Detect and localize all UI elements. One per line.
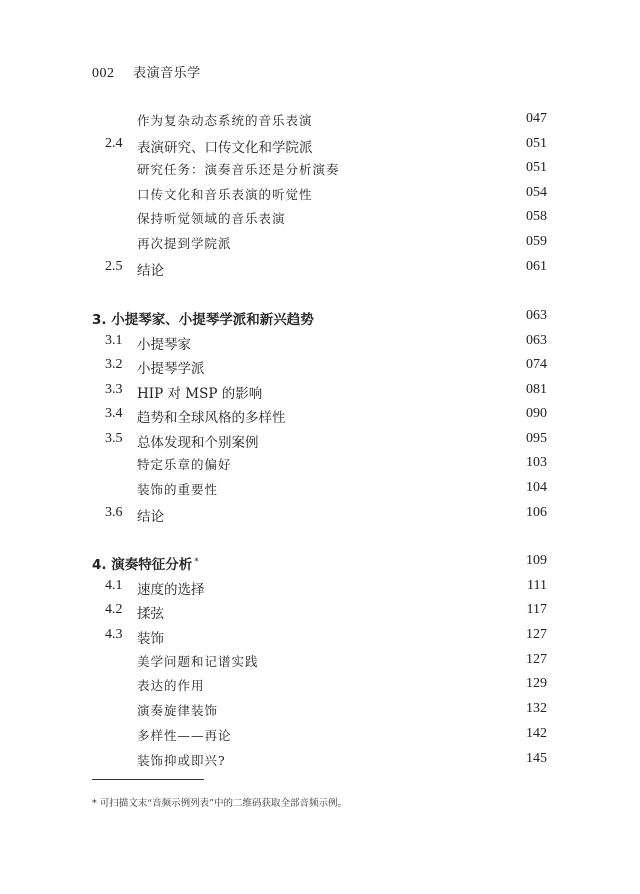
entry-title [137,234,232,252]
page-ref: 111 [527,578,547,593]
page-ref: 047 [526,111,547,126]
toc-entry [0,160,640,182]
toc-entry [0,209,640,231]
entry-title [137,259,164,279]
entry-title [137,357,205,377]
page-ref: 051 [526,160,547,175]
entry-title [137,431,259,451]
entry-title-text: 口传文化和音乐表演的听觉性 [137,187,313,202]
entry-title [137,209,286,227]
page-ref: 127 [526,652,547,667]
entry-title-text: 小提琴学派 [137,361,205,377]
entry-title [137,480,218,498]
page-ref: 142 [526,726,547,741]
page-ref: 090 [526,406,547,421]
page-ref: 109 [526,553,547,568]
toc-entry [0,357,640,379]
toc-entry [0,652,640,674]
page-ref: 063 [526,308,547,323]
entry-title [137,505,164,525]
page-ref: 063 [526,333,547,348]
toc-entry [0,406,640,428]
toc-entry [0,136,640,158]
toc-entry [0,602,640,624]
page-ref: 129 [526,676,547,691]
toc-entry [0,382,640,404]
entry-title [137,726,232,744]
entry-title [137,406,286,426]
page-ref: 117 [526,602,547,617]
section-number: 2.5 [105,259,123,274]
toc-entry [0,726,640,748]
toc-entry [0,701,640,723]
entry-title [137,602,164,622]
entry-title [137,627,164,647]
toc-entry [0,751,640,773]
toc-entry [0,676,640,698]
page-ref: 081 [526,382,547,397]
toc-entry [0,431,640,453]
entry-title [137,160,340,178]
toc-entry [0,480,640,502]
entry-title [137,578,205,598]
section-number: 3.2 [105,357,123,372]
entry-title-text: 揉弦 [137,606,164,622]
entry-title [137,185,313,203]
entry-title [137,652,259,670]
entry-title-text: 趋势和全球风格的多样性 [137,410,286,426]
toc-entry [0,185,640,207]
entry-title-text: 研究任务：演奏音乐还是分析演奏 [137,162,340,177]
page-ref: 074 [526,357,547,372]
entry-title [137,333,191,353]
entry-title [137,751,226,769]
page-ref: 103 [526,455,547,470]
entry-title-text: 表达的作用 [137,678,205,693]
page-ref: 145 [526,751,547,766]
entry-title [137,382,262,402]
entry-title-text: 表演研究、口传文化和学院派 [137,140,313,156]
page-ref: 058 [526,209,547,224]
entry-title-text: 作为复杂动态系统的音乐表演 [137,113,313,128]
page-ref: 132 [526,701,547,716]
footnote-marker: * [194,556,199,567]
section-number: 3.6 [105,505,123,520]
section-number: 3.1 [105,333,123,348]
entry-title-text: 装饰的重要性 [137,482,219,497]
entry-title-text: 再次提到学院派 [137,236,232,251]
section-number: 4.3 [105,627,123,642]
page-ref: 051 [526,136,547,151]
entry-title-text: 美学问题和记谱实践 [137,654,259,669]
entry-title [137,676,205,694]
entry-title-text: 4. 演奏特征分析 [92,557,193,573]
toc-entry [0,333,640,355]
entry-title-text: 保持听觉领域的音乐表演 [137,211,286,226]
entry-title-text: 特定乐章的偏好 [137,457,232,472]
toc-entry [0,553,640,575]
section-number: 4.1 [105,578,123,593]
toc-entry [0,627,640,649]
entry-title-text: 总体发现和个别案例 [137,435,259,451]
entry-title-text: 装饰抑或即兴? [137,753,226,768]
entry-title [92,553,199,573]
toc-entry [0,578,640,600]
entry-title-text: 演奏旋律装饰 [137,703,219,718]
page-ref: 054 [526,185,547,200]
section-number: 3.5 [105,431,123,446]
page-ref: 095 [526,431,547,446]
footnote: * 可扫描文末“音频示例列表”中的二维码获取全部音频示例。 [92,798,347,809]
entry-title [137,136,313,156]
entry-title-text: 装饰 [137,631,164,647]
page-ref: 061 [526,259,547,274]
entry-title-text: HIP 对 MSP 的影响 [137,386,263,402]
toc-entry [0,234,640,256]
page-ref: 059 [526,234,547,249]
section-number: 3.3 [105,382,123,397]
entry-title-text: 多样性——再论 [137,728,232,743]
running-header [92,62,201,82]
entry-title [92,308,314,328]
toc-entry [0,455,640,477]
entry-title-text: 小提琴家 [137,337,191,353]
entry-title-text: 结论 [137,263,164,279]
section-number: 2.4 [105,136,123,151]
page-ref: 106 [526,505,547,520]
toc-entry [0,505,640,527]
page-ref: 127 [526,627,547,642]
toc-entry [0,308,640,330]
entry-title-text: 结论 [137,509,164,525]
toc-entry [0,111,640,133]
entry-title [137,111,313,129]
footnote-rule [92,779,204,780]
entry-title-text: 3. 小提琴家、小提琴学派和新兴趋势 [92,312,314,328]
section-number: 3.4 [105,406,123,421]
section-number: 4.2 [105,602,123,617]
book-title: 表演音乐学 [133,66,201,81]
page-number: 002 [92,66,115,81]
entry-title [137,455,232,473]
page-ref: 104 [526,480,547,495]
entry-title-text: 速度的选择 [137,582,205,598]
entry-title [137,701,218,719]
toc-entry [0,259,640,281]
